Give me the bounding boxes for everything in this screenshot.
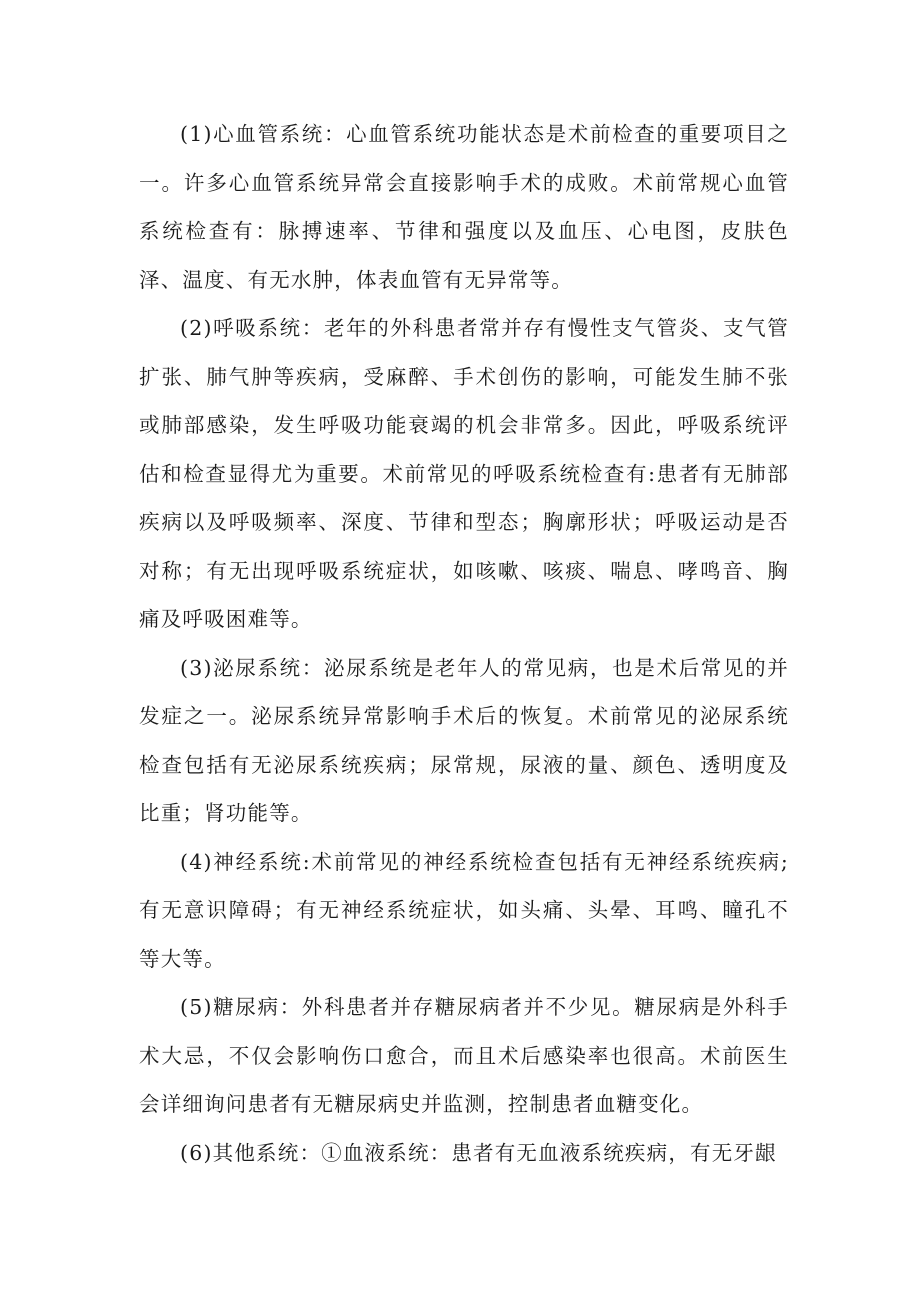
document-page [139,110,789,1177]
paragraph-other-systems: (6)其他系统：①血液系统：患者有无血液系统疾病，有无牙龈 [180,1140,777,1165]
paragraph-urinary: (3)泌尿系统：泌尿系统是老年人的常见病，也是术后常见的并发症之一。泌尿系统异常影响手术后的恢复。术前常见的泌尿系统检查包括有无泌尿系统疾病；尿常规，尿液的量、颜色、透明度及比重；肾功能等。 [139,655,789,825]
paragraph-nervous: (4)神经系统:术前常见的神经系统检查包括有无神经系统疾病;有无意识障碍；有无神经系统症状，如头痛、头晕、耳鸣、瞳孔不等大等。 [139,849,789,971]
paragraph-respiratory: (2)呼吸系统：老年的外科患者常并存有慢性支气管炎、支气管扩张、肺气肿等疾病，受麻醉、手术创伤的影响，可能发生肺不张或肺部感染，发生呼吸功能衰竭的机会非常多。因此，呼吸系统评估和检查显得尤为重要。术前常见的呼吸系统检查有:患者有无肺部疾病以及呼吸频率、深度、节律和型态；胸廓形状；呼吸运动是否对称；有无出现呼吸系统症状，如咳嗽、咳痰、喘息、哮鸣音、胸痛及呼吸困难等。 [139,316,789,631]
paragraph-cardiovascular: (1)心血管系统：心血管系统功能状态是术前检查的重要项目之一。许多心血管系统异常会直接影响手术的成败。术前常规心血管系统检查有：脉搏速率、节律和强度以及血压、心电图，皮肤色泽、温度、有无水肿，体表血管有无异常等。 [139,122,789,292]
paragraph-diabetes: (5)糖尿病：外科患者并存糖尿病者并不少见。糖尿病是外科手术大忌，不仅会影响伤口愈合，而且术后感染率也很高。术前医生会详细询问患者有无糖尿病史并监测，控制患者血糖变化。 [139,995,789,1116]
